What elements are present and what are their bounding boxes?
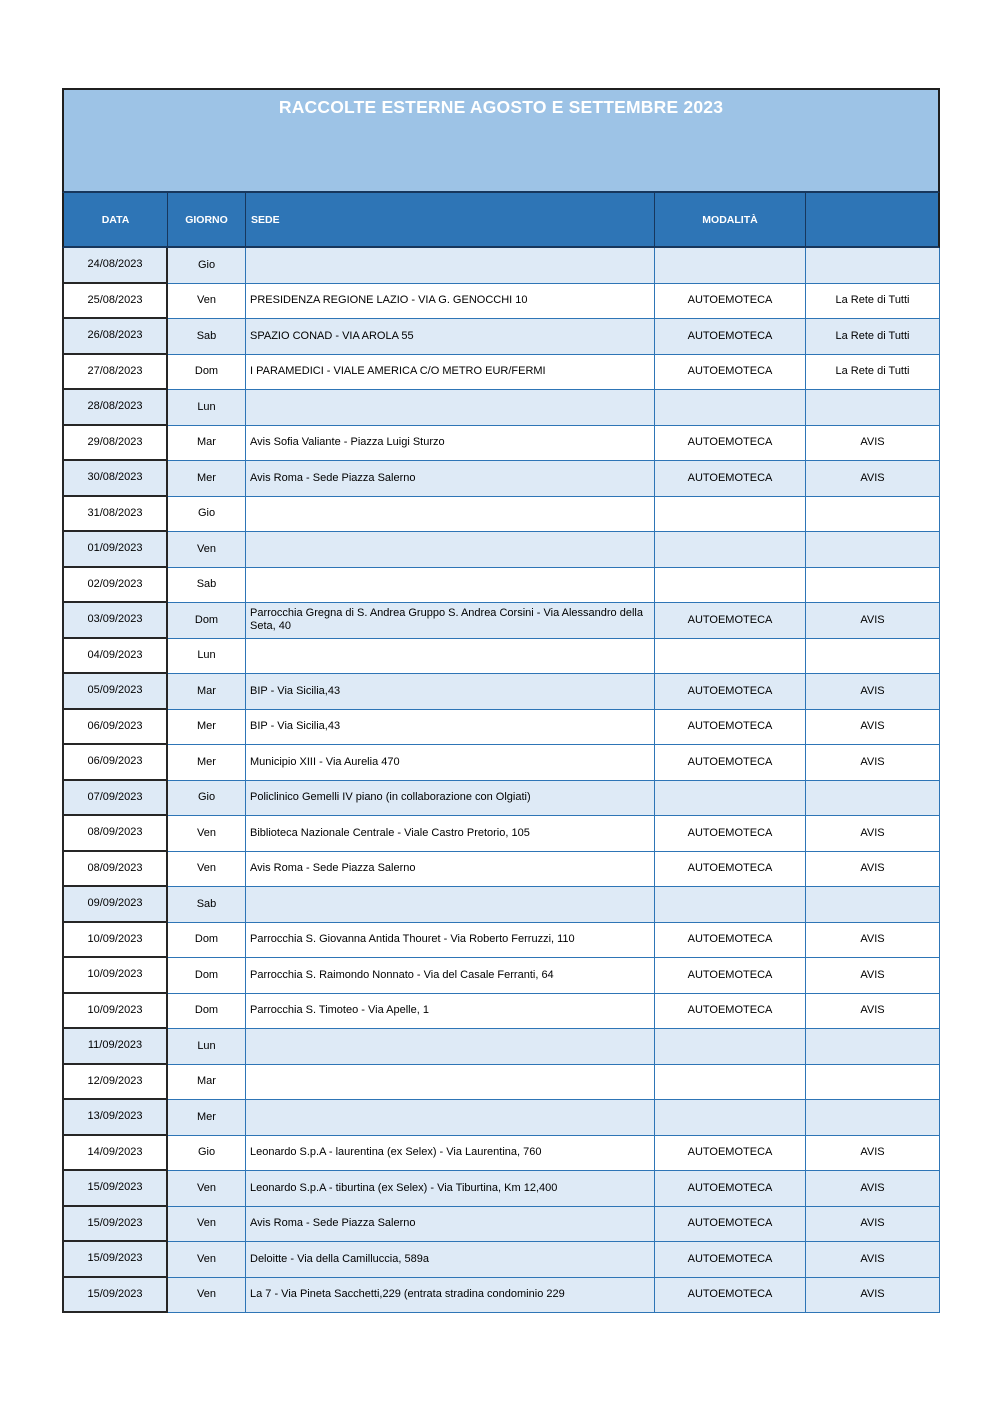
table-title-band bbox=[62, 88, 940, 193]
cell-data: 26/08/2023 bbox=[62, 319, 168, 355]
cell-data: 14/09/2023 bbox=[62, 1136, 168, 1172]
cell-org bbox=[806, 781, 940, 817]
cell-data: 10/09/2023 bbox=[62, 994, 168, 1030]
table-row bbox=[62, 781, 940, 817]
cell-data: 08/09/2023 bbox=[62, 816, 168, 852]
cell-giorno: Lun bbox=[168, 1029, 246, 1065]
cell-org: AVIS bbox=[806, 674, 940, 710]
cell-org: AVIS bbox=[806, 816, 940, 852]
table-row bbox=[62, 1065, 940, 1101]
cell-data: 06/09/2023 bbox=[62, 710, 168, 746]
cell-sede: Parrocchia S. Giovanna Antida Thouret - Via Roberto Ferruzzi, 110 bbox=[246, 923, 655, 959]
table-row bbox=[62, 994, 940, 1030]
cell-data: 11/09/2023 bbox=[62, 1029, 168, 1065]
cell-data: 09/09/2023 bbox=[62, 887, 168, 923]
table-row bbox=[62, 958, 940, 994]
cell-sede bbox=[246, 568, 655, 604]
cell-modalita: AUTOEMOTECA bbox=[655, 852, 806, 888]
cell-modalita: AUTOEMOTECA bbox=[655, 284, 806, 320]
cell-modalita: AUTOEMOTECA bbox=[655, 745, 806, 781]
cell-giorno: Ven bbox=[168, 1278, 246, 1314]
table-row bbox=[62, 426, 940, 462]
cell-data: 03/09/2023 bbox=[62, 603, 168, 639]
table-header-row bbox=[62, 193, 940, 248]
cell-giorno: Sab bbox=[168, 887, 246, 923]
table-row bbox=[62, 674, 940, 710]
cell-data: 24/08/2023 bbox=[62, 248, 168, 284]
cell-org bbox=[806, 497, 940, 533]
cell-data: 10/09/2023 bbox=[62, 923, 168, 959]
cell-modalita: AUTOEMOTECA bbox=[655, 1242, 806, 1278]
table-row bbox=[62, 497, 940, 533]
cell-org: AVIS bbox=[806, 426, 940, 462]
column-header-blank bbox=[806, 193, 938, 246]
table-row bbox=[62, 390, 940, 426]
table-row bbox=[62, 603, 940, 639]
cell-data: 15/09/2023 bbox=[62, 1171, 168, 1207]
table-row bbox=[62, 284, 940, 320]
cell-modalita: AUTOEMOTECA bbox=[655, 994, 806, 1030]
cell-org bbox=[806, 248, 940, 284]
cell-data: 12/09/2023 bbox=[62, 1065, 168, 1101]
cell-sede bbox=[246, 639, 655, 675]
cell-data: 15/09/2023 bbox=[62, 1242, 168, 1278]
cell-modalita bbox=[655, 781, 806, 817]
cell-giorno: Gio bbox=[168, 248, 246, 284]
cell-modalita: AUTOEMOTECA bbox=[655, 461, 806, 497]
cell-org: AVIS bbox=[806, 1171, 940, 1207]
cell-giorno: Ven bbox=[168, 816, 246, 852]
cell-modalita bbox=[655, 497, 806, 533]
cell-modalita: AUTOEMOTECA bbox=[655, 1136, 806, 1172]
cell-giorno: Mer bbox=[168, 710, 246, 746]
cell-sede: Avis Roma - Sede Piazza Salerno bbox=[246, 852, 655, 888]
table-row bbox=[62, 852, 940, 888]
cell-sede: Parrocchia S. Raimondo Nonnato - Via del Casale Ferranti, 64 bbox=[246, 958, 655, 994]
column-header-modalita: MODALITÀ bbox=[655, 193, 806, 246]
cell-sede: Policlinico Gemelli IV piano (in collaborazione con Olgiati) bbox=[246, 781, 655, 817]
cell-org bbox=[806, 390, 940, 426]
cell-sede bbox=[246, 532, 655, 568]
cell-org: AVIS bbox=[806, 1278, 940, 1314]
table-row bbox=[62, 1207, 940, 1243]
table-row bbox=[62, 1171, 940, 1207]
cell-modalita: AUTOEMOTECA bbox=[655, 319, 806, 355]
cell-modalita: AUTOEMOTECA bbox=[655, 1278, 806, 1314]
cell-org: AVIS bbox=[806, 461, 940, 497]
collections-table bbox=[62, 88, 940, 1313]
cell-org bbox=[806, 1065, 940, 1101]
cell-sede: La 7 - Via Pineta Sacchetti,229 (entrata stradina condominio 229 bbox=[246, 1278, 655, 1314]
cell-org: AVIS bbox=[806, 745, 940, 781]
cell-modalita bbox=[655, 248, 806, 284]
cell-modalita: AUTOEMOTECA bbox=[655, 603, 806, 639]
table-row bbox=[62, 923, 940, 959]
table-row bbox=[62, 887, 940, 923]
cell-data: 13/09/2023 bbox=[62, 1100, 168, 1136]
cell-sede: Leonardo S.p.A - tiburtina (ex Selex) - Via Tiburtina, Km 12,400 bbox=[246, 1171, 655, 1207]
cell-sede: PRESIDENZA REGIONE LAZIO - VIA G. GENOCCHI 10 bbox=[246, 284, 655, 320]
cell-giorno: Dom bbox=[168, 994, 246, 1030]
cell-data: 07/09/2023 bbox=[62, 781, 168, 817]
cell-data: 15/09/2023 bbox=[62, 1278, 168, 1314]
cell-giorno: Ven bbox=[168, 852, 246, 888]
table-row bbox=[62, 1029, 940, 1065]
cell-giorno: Gio bbox=[168, 497, 246, 533]
cell-sede: BIP - Via Sicilia,43 bbox=[246, 710, 655, 746]
page-title: RACCOLTE ESTERNE AGOSTO E SETTEMBRE 2023 bbox=[278, 97, 724, 117]
cell-sede bbox=[246, 1100, 655, 1136]
cell-org bbox=[806, 1100, 940, 1136]
cell-sede: Leonardo S.p.A - laurentina (ex Selex) - Via Laurentina, 760 bbox=[246, 1136, 655, 1172]
cell-org bbox=[806, 532, 940, 568]
table-row bbox=[62, 1242, 940, 1278]
cell-data: 08/09/2023 bbox=[62, 852, 168, 888]
cell-org: AVIS bbox=[806, 1207, 940, 1243]
cell-sede: Avis Roma - Sede Piazza Salerno bbox=[246, 1207, 655, 1243]
cell-org bbox=[806, 1029, 940, 1065]
cell-modalita bbox=[655, 390, 806, 426]
table-row bbox=[62, 1100, 940, 1136]
cell-sede: Municipio XIII - Via Aurelia 470 bbox=[246, 745, 655, 781]
table-row bbox=[62, 319, 940, 355]
cell-giorno: Mer bbox=[168, 745, 246, 781]
cell-giorno: Mar bbox=[168, 674, 246, 710]
column-header-sede: SEDE bbox=[246, 193, 655, 246]
cell-org: AVIS bbox=[806, 1136, 940, 1172]
cell-org bbox=[806, 887, 940, 923]
cell-sede: Parrocchia S. Timoteo - Via Apelle, 1 bbox=[246, 994, 655, 1030]
table-row bbox=[62, 745, 940, 781]
cell-sede: SPAZIO CONAD - VIA AROLA 55 bbox=[246, 319, 655, 355]
cell-giorno: Mer bbox=[168, 1100, 246, 1136]
cell-giorno: Dom bbox=[168, 355, 246, 391]
cell-sede bbox=[246, 1065, 655, 1101]
cell-giorno: Mar bbox=[168, 426, 246, 462]
cell-modalita bbox=[655, 887, 806, 923]
cell-org: La Rete di Tutti bbox=[806, 319, 940, 355]
cell-sede bbox=[246, 497, 655, 533]
cell-modalita bbox=[655, 1100, 806, 1136]
cell-modalita: AUTOEMOTECA bbox=[655, 710, 806, 746]
cell-sede: Biblioteca Nazionale Centrale - Viale Castro Pretorio, 105 bbox=[246, 816, 655, 852]
cell-modalita: AUTOEMOTECA bbox=[655, 674, 806, 710]
cell-giorno: Dom bbox=[168, 958, 246, 994]
cell-org: AVIS bbox=[806, 923, 940, 959]
cell-giorno: Ven bbox=[168, 532, 246, 568]
table-row bbox=[62, 1136, 940, 1172]
cell-giorno: Sab bbox=[168, 319, 246, 355]
cell-modalita bbox=[655, 639, 806, 675]
cell-sede: Deloitte - Via della Camilluccia, 589a bbox=[246, 1242, 655, 1278]
cell-sede: I PARAMEDICI - VIALE AMERICA C/O METRO EUR/FERMI bbox=[246, 355, 655, 391]
cell-sede: BIP - Via Sicilia,43 bbox=[246, 674, 655, 710]
cell-modalita: AUTOEMOTECA bbox=[655, 355, 806, 391]
cell-giorno: Ven bbox=[168, 284, 246, 320]
cell-data: 04/09/2023 bbox=[62, 639, 168, 675]
cell-modalita bbox=[655, 568, 806, 604]
cell-org: AVIS bbox=[806, 710, 940, 746]
cell-org bbox=[806, 568, 940, 604]
table-row bbox=[62, 710, 940, 746]
cell-giorno: Ven bbox=[168, 1171, 246, 1207]
cell-data: 30/08/2023 bbox=[62, 461, 168, 497]
cell-modalita bbox=[655, 532, 806, 568]
cell-data: 29/08/2023 bbox=[62, 426, 168, 462]
column-header-data: DATA bbox=[64, 193, 168, 246]
cell-giorno: Mar bbox=[168, 1065, 246, 1101]
cell-org: La Rete di Tutti bbox=[806, 355, 940, 391]
cell-data: 05/09/2023 bbox=[62, 674, 168, 710]
cell-giorno: Gio bbox=[168, 1136, 246, 1172]
cell-modalita bbox=[655, 1065, 806, 1101]
cell-giorno: Lun bbox=[168, 390, 246, 426]
cell-sede: Avis Sofia Valiante - Piazza Luigi Sturzo bbox=[246, 426, 655, 462]
table-body bbox=[62, 248, 940, 1313]
cell-sede: Avis Roma - Sede Piazza Salerno bbox=[246, 461, 655, 497]
cell-org: AVIS bbox=[806, 1242, 940, 1278]
cell-modalita: AUTOEMOTECA bbox=[655, 816, 806, 852]
cell-org: La Rete di Tutti bbox=[806, 284, 940, 320]
cell-data: 01/09/2023 bbox=[62, 532, 168, 568]
cell-giorno: Ven bbox=[168, 1207, 246, 1243]
cell-modalita: AUTOEMOTECA bbox=[655, 958, 806, 994]
cell-data: 02/09/2023 bbox=[62, 568, 168, 604]
cell-modalita: AUTOEMOTECA bbox=[655, 1207, 806, 1243]
cell-giorno: Mer bbox=[168, 461, 246, 497]
table-row bbox=[62, 461, 940, 497]
cell-data: 28/08/2023 bbox=[62, 390, 168, 426]
cell-data: 27/08/2023 bbox=[62, 355, 168, 391]
cell-data: 25/08/2023 bbox=[62, 284, 168, 320]
column-header-giorno: GIORNO bbox=[168, 193, 246, 246]
cell-data: 15/09/2023 bbox=[62, 1207, 168, 1243]
cell-org: AVIS bbox=[806, 852, 940, 888]
cell-giorno: Dom bbox=[168, 923, 246, 959]
cell-modalita: AUTOEMOTECA bbox=[655, 923, 806, 959]
cell-giorno: Dom bbox=[168, 603, 246, 639]
cell-sede bbox=[246, 248, 655, 284]
table-row bbox=[62, 532, 940, 568]
cell-data: 10/09/2023 bbox=[62, 958, 168, 994]
cell-org: AVIS bbox=[806, 994, 940, 1030]
cell-giorno: Ven bbox=[168, 1242, 246, 1278]
cell-giorno: Sab bbox=[168, 568, 246, 604]
cell-modalita: AUTOEMOTECA bbox=[655, 1171, 806, 1207]
cell-org bbox=[806, 639, 940, 675]
table-row bbox=[62, 248, 940, 284]
table-row bbox=[62, 816, 940, 852]
cell-org: AVIS bbox=[806, 958, 940, 994]
cell-org: AVIS bbox=[806, 603, 940, 639]
cell-modalita bbox=[655, 1029, 806, 1065]
table-row bbox=[62, 639, 940, 675]
cell-modalita: AUTOEMOTECA bbox=[655, 426, 806, 462]
cell-giorno: Gio bbox=[168, 781, 246, 817]
cell-sede bbox=[246, 887, 655, 923]
cell-data: 06/09/2023 bbox=[62, 745, 168, 781]
cell-sede bbox=[246, 1029, 655, 1065]
cell-giorno: Lun bbox=[168, 639, 246, 675]
table-row bbox=[62, 1278, 940, 1314]
cell-data: 31/08/2023 bbox=[62, 497, 168, 533]
cell-sede bbox=[246, 390, 655, 426]
table-row bbox=[62, 355, 940, 391]
table-row bbox=[62, 568, 940, 604]
cell-sede: Parrocchia Gregna di S. Andrea Gruppo S. Andrea Corsini - Via Alessandro della Seta, 40 bbox=[246, 603, 655, 639]
